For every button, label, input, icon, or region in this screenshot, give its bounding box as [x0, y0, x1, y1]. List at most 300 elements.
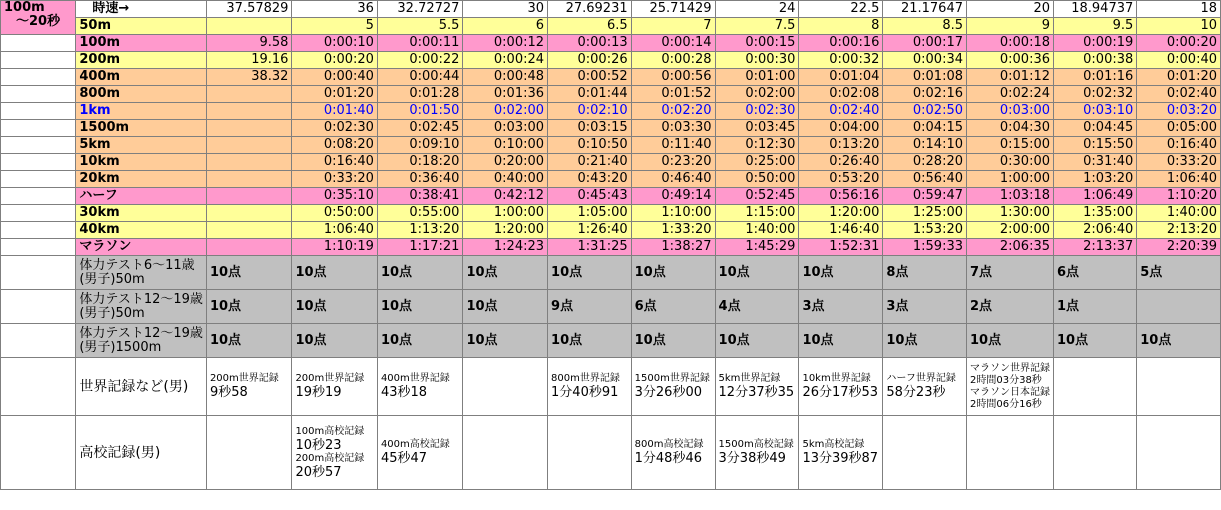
score-cell[interactable]: 10点	[463, 256, 548, 290]
time-cell[interactable]: 0:25:00	[715, 154, 799, 171]
score-cell[interactable]: 2点	[967, 290, 1054, 324]
corner-cell[interactable]	[1, 1, 76, 35]
record-line: 200m世界記録	[295, 373, 365, 384]
row-header-cell[interactable]	[1, 52, 76, 69]
time-cell[interactable]: 0:31:40	[1054, 154, 1137, 171]
record-cell[interactable]	[206, 358, 292, 416]
distance-label[interactable]: 50m	[76, 18, 207, 35]
record-cell[interactable]	[292, 416, 378, 490]
record-cell[interactable]	[715, 358, 799, 416]
record-cell[interactable]	[463, 416, 548, 490]
time-cell[interactable]: 2:06:35	[967, 239, 1054, 256]
time-cell[interactable]: 0:02:40	[1137, 86, 1221, 103]
time-cell[interactable]: 0:00:40	[1137, 52, 1221, 69]
time-cell[interactable]: 1:45:29	[715, 239, 799, 256]
time-cell[interactable]: 0:04:45	[1054, 120, 1137, 137]
time-cell[interactable]: 0:00:20	[1137, 35, 1221, 52]
time-cell[interactable]: 0:00:19	[1054, 35, 1137, 52]
score-cell[interactable]: 10点	[463, 324, 548, 358]
time-cell[interactable]: 0:01:20	[292, 86, 378, 103]
time-cell[interactable]: 0:00:17	[883, 35, 967, 52]
score-cell[interactable]: 10点	[799, 324, 883, 358]
time-cell[interactable]: 0:02:50	[883, 103, 967, 120]
score-cell[interactable]	[1137, 290, 1221, 324]
distance-label[interactable]: 10km	[76, 154, 207, 171]
score-cell[interactable]: 10点	[548, 256, 632, 290]
distance-label[interactable]: マラソン	[76, 239, 207, 256]
row-header-cell[interactable]	[1, 171, 76, 188]
time-cell[interactable]: 1:10:00	[631, 205, 715, 222]
time-cell[interactable]: 1:40:00	[715, 222, 799, 239]
record-line: 400m世界記録	[380, 373, 450, 384]
record-line: 9秒58	[209, 385, 248, 400]
time-cell[interactable]: 0:02:00	[715, 86, 799, 103]
time-cell[interactable]: 0:01:36	[463, 86, 548, 103]
time-cell[interactable]: 0:49:14	[631, 188, 715, 205]
time-cell[interactable]: 0:38:41	[377, 188, 463, 205]
time-cell[interactable]: 1:10:20	[1137, 188, 1221, 205]
time-cell[interactable]: 0:23:20	[631, 154, 715, 171]
distance-label[interactable]: 800m	[76, 86, 207, 103]
time-cell[interactable]: 0:00:16	[799, 35, 883, 52]
score-cell[interactable]: 10点	[883, 324, 967, 358]
time-cell[interactable]: 0:03:10	[1054, 103, 1137, 120]
distance-row	[1, 239, 1221, 256]
time-cell[interactable]: 0:11:40	[631, 137, 715, 154]
time-cell[interactable]: 6	[463, 18, 548, 35]
score-cell[interactable]: 7点	[967, 256, 1054, 290]
time-cell[interactable]	[206, 239, 292, 256]
score-cell[interactable]: 10点	[206, 324, 292, 358]
speed-cell[interactable]: 22.5	[799, 1, 883, 18]
record-line: マラソン世界記録	[970, 362, 1050, 374]
time-cell[interactable]: 1:30:00	[967, 205, 1054, 222]
time-cell[interactable]: 0:15:00	[967, 137, 1054, 154]
time-cell[interactable]: 38.32	[206, 69, 292, 86]
time-cell[interactable]: 0:42:12	[463, 188, 548, 205]
time-cell[interactable]: 0:01:44	[548, 86, 632, 103]
time-cell[interactable]: 6.5	[548, 18, 632, 35]
time-cell[interactable]: 1:06:40	[1137, 171, 1221, 188]
row-header-cell[interactable]	[1, 205, 76, 222]
score-cell[interactable]: 6点	[631, 290, 715, 324]
record-cell[interactable]	[377, 358, 463, 416]
time-cell[interactable]: 0:03:30	[631, 120, 715, 137]
time-cell[interactable]: 1:00:00	[967, 171, 1054, 188]
time-cell[interactable]: 0:01:04	[799, 69, 883, 86]
time-cell[interactable]: 5	[292, 18, 378, 35]
time-cell[interactable]: 0:46:40	[631, 171, 715, 188]
time-cell[interactable]: 0:02:20	[631, 103, 715, 120]
time-cell[interactable]: 0:20:00	[463, 154, 548, 171]
time-cell[interactable]: 1:05:00	[548, 205, 632, 222]
time-cell[interactable]: 0:02:00	[463, 103, 548, 120]
time-cell[interactable]: 0:33:20	[292, 171, 378, 188]
row-header-cell[interactable]	[1, 222, 76, 239]
score-cell[interactable]: 10点	[206, 290, 292, 324]
time-cell[interactable]: 0:03:20	[1137, 103, 1221, 120]
time-cell[interactable]: 0:00:11	[377, 35, 463, 52]
score-cell[interactable]: 10点	[292, 290, 378, 324]
time-cell[interactable]: 0:00:13	[548, 35, 632, 52]
time-cell[interactable]: 7.5	[715, 18, 799, 35]
time-cell[interactable]: 2:13:37	[1054, 239, 1137, 256]
time-cell[interactable]: 1:03:18	[967, 188, 1054, 205]
row-header-cell[interactable]	[1, 103, 76, 120]
record-cell[interactable]	[1054, 416, 1137, 490]
time-cell[interactable]: 0:00:14	[631, 35, 715, 52]
corner-line-2: ～20秒	[16, 14, 61, 29]
fitness-test-label[interactable]	[76, 290, 207, 324]
time-cell[interactable]: 0:01:16	[1054, 69, 1137, 86]
record-line: 1分40秒91	[551, 385, 619, 400]
record-cell[interactable]	[967, 416, 1054, 490]
time-cell[interactable]: 0:36:40	[377, 171, 463, 188]
time-cell[interactable]: 0:52:45	[715, 188, 799, 205]
score-cell[interactable]: 10点	[548, 324, 632, 358]
speed-cell[interactable]: 32.72727	[377, 1, 463, 18]
score-cell[interactable]: 10点	[377, 324, 463, 358]
row-header-cell[interactable]	[1, 137, 76, 154]
time-cell[interactable]: 0:10:50	[548, 137, 632, 154]
time-cell[interactable]: 0:01:40	[292, 103, 378, 120]
time-cell[interactable]: 0:00:22	[377, 52, 463, 69]
time-cell[interactable]: 0:00:40	[292, 69, 378, 86]
record-cell[interactable]	[883, 416, 967, 490]
score-cell[interactable]: 10点	[463, 290, 548, 324]
row-header-cell[interactable]	[1, 324, 76, 358]
time-cell[interactable]: 0:00:28	[631, 52, 715, 69]
time-cell[interactable]: 1:06:40	[292, 222, 378, 239]
time-cell[interactable]: 0:00:20	[292, 52, 378, 69]
row-header-cell[interactable]	[1, 35, 76, 52]
score-cell[interactable]: 10点	[799, 256, 883, 290]
time-cell[interactable]	[206, 18, 292, 35]
distance-row	[1, 154, 1221, 171]
fitness-test-row	[1, 290, 1221, 324]
score-cell[interactable]: 10点	[1054, 324, 1137, 358]
time-cell[interactable]: 0:59:47	[883, 188, 967, 205]
time-cell[interactable]: 1:15:00	[715, 205, 799, 222]
time-cell[interactable]: 0:13:20	[799, 137, 883, 154]
time-cell[interactable]: 0:00:15	[715, 35, 799, 52]
record-cell[interactable]	[883, 358, 967, 416]
speed-cell[interactable]: 18.94737	[1054, 1, 1137, 18]
record-cell[interactable]	[377, 416, 463, 490]
row-header-cell[interactable]	[1, 69, 76, 86]
time-cell[interactable]	[206, 205, 292, 222]
test-label-line-1: 体力テスト12～19歳	[79, 325, 203, 341]
record-line: 12分37秒35	[718, 385, 795, 400]
time-cell[interactable]: 1:24:23	[463, 239, 548, 256]
time-cell[interactable]: 9	[967, 18, 1054, 35]
speed-cell[interactable]: 30	[463, 1, 548, 18]
distance-label[interactable]: 20km	[76, 171, 207, 188]
time-cell[interactable]: 9.5	[1054, 18, 1137, 35]
record-cell[interactable]	[799, 416, 883, 490]
distance-label[interactable]: 400m	[76, 69, 207, 86]
time-cell[interactable]: 0:50:00	[715, 171, 799, 188]
time-cell[interactable]: 0:00:48	[463, 69, 548, 86]
time-cell[interactable]: 0:56:40	[883, 171, 967, 188]
time-cell[interactable]: 0:00:32	[799, 52, 883, 69]
speed-cell[interactable]: 27.69231	[548, 1, 632, 18]
time-cell[interactable]: 1:38:27	[631, 239, 715, 256]
time-cell[interactable]: 0:00:10	[292, 35, 378, 52]
time-cell[interactable]: 0:08:20	[292, 137, 378, 154]
speed-cell[interactable]: 18	[1137, 1, 1221, 18]
time-cell[interactable]	[206, 137, 292, 154]
fitness-test-label[interactable]	[76, 256, 207, 290]
time-cell[interactable]: 0:00:18	[967, 35, 1054, 52]
row-header-cell[interactable]	[1, 86, 76, 103]
row-header-cell[interactable]	[1, 120, 76, 137]
record-label[interactable]: 高校記録(男)	[76, 416, 207, 490]
score-cell[interactable]: 3点	[883, 290, 967, 324]
record-line: 100m高校記録	[295, 425, 365, 437]
time-cell[interactable]	[206, 171, 292, 188]
score-cell[interactable]: 9点	[548, 290, 632, 324]
time-cell[interactable]: 0:01:08	[883, 69, 967, 86]
time-cell[interactable]: 1:53:20	[883, 222, 967, 239]
time-cell[interactable]: 0:01:28	[377, 86, 463, 103]
time-cell[interactable]: 1:31:25	[548, 239, 632, 256]
time-cell[interactable]: 0:00:36	[967, 52, 1054, 69]
score-cell[interactable]: 6点	[1054, 256, 1137, 290]
time-cell[interactable]: 2:00:00	[967, 222, 1054, 239]
score-cell[interactable]: 10点	[631, 256, 715, 290]
row-header-cell[interactable]	[1, 256, 76, 290]
time-cell[interactable]: 1:20:00	[799, 205, 883, 222]
time-cell[interactable]: 0:02:24	[967, 86, 1054, 103]
score-cell[interactable]: 10点	[715, 324, 799, 358]
row-header-cell[interactable]	[1, 239, 76, 256]
row-header-cell[interactable]	[1, 290, 76, 324]
score-cell[interactable]: 10点	[377, 290, 463, 324]
score-cell[interactable]: 5点	[1137, 256, 1221, 290]
time-cell[interactable]: 0:05:00	[1137, 120, 1221, 137]
time-cell[interactable]	[206, 86, 292, 103]
time-cell[interactable]	[206, 188, 292, 205]
time-cell[interactable]	[206, 120, 292, 137]
time-cell[interactable]: 2:06:40	[1054, 222, 1137, 239]
time-cell[interactable]: 0:04:00	[799, 120, 883, 137]
time-cell[interactable]	[206, 103, 292, 120]
time-cell[interactable]: 0:09:10	[377, 137, 463, 154]
distance-label[interactable]: 1km	[76, 103, 207, 120]
record-cell[interactable]	[967, 358, 1054, 416]
distance-label[interactable]: ハーフ	[76, 188, 207, 205]
time-cell[interactable]: 1:46:40	[799, 222, 883, 239]
time-cell[interactable]: 0:21:40	[548, 154, 632, 171]
time-cell[interactable]: 0:01:20	[1137, 69, 1221, 86]
time-cell[interactable]: 0:01:12	[967, 69, 1054, 86]
time-cell[interactable]: 1:25:00	[883, 205, 967, 222]
time-cell[interactable]: 2:20:39	[1137, 239, 1221, 256]
time-cell[interactable]	[206, 154, 292, 171]
time-cell[interactable]: 0:04:15	[883, 120, 967, 137]
time-cell[interactable]: 0:53:20	[799, 171, 883, 188]
distance-label[interactable]: 5km	[76, 137, 207, 154]
record-cell[interactable]	[463, 358, 548, 416]
record-line: 200m高校記録	[295, 452, 365, 464]
time-cell[interactable]: 1:59:33	[883, 239, 967, 256]
record-line: 5km世界記録	[718, 373, 781, 384]
score-cell[interactable]: 10点	[715, 256, 799, 290]
record-cell[interactable]	[206, 416, 292, 490]
time-cell[interactable]: 7	[631, 18, 715, 35]
record-cell[interactable]	[548, 358, 632, 416]
time-cell[interactable]: 0:40:00	[463, 171, 548, 188]
time-cell[interactable]: 0:56:16	[799, 188, 883, 205]
time-cell[interactable]: 0:02:30	[292, 120, 378, 137]
time-cell[interactable]: 19.16	[206, 52, 292, 69]
time-cell[interactable]: 1:00:00	[463, 205, 548, 222]
time-cell[interactable]: 1:33:20	[631, 222, 715, 239]
speed-cell[interactable]: 36	[292, 1, 378, 18]
time-cell[interactable]: 1:20:00	[463, 222, 548, 239]
score-cell[interactable]: 10点	[206, 256, 292, 290]
distance-label[interactable]: 40km	[76, 222, 207, 239]
time-cell[interactable]: 0:43:20	[548, 171, 632, 188]
time-cell[interactable]: 0:02:45	[377, 120, 463, 137]
time-cell[interactable]: 0:14:10	[883, 137, 967, 154]
time-cell[interactable]: 1:03:20	[1054, 171, 1137, 188]
time-cell[interactable]	[206, 222, 292, 239]
score-cell[interactable]: 10点	[1137, 324, 1221, 358]
row-header-cell[interactable]	[1, 188, 76, 205]
time-cell[interactable]: 5.5	[377, 18, 463, 35]
row-header-cell[interactable]	[1, 154, 76, 171]
time-cell[interactable]: 0:00:30	[715, 52, 799, 69]
time-cell[interactable]: 0:00:34	[883, 52, 967, 69]
time-cell[interactable]: 0:01:52	[631, 86, 715, 103]
time-cell[interactable]: 0:02:10	[548, 103, 632, 120]
distance-label[interactable]: 1500m	[76, 120, 207, 137]
time-cell[interactable]: 0:16:40	[292, 154, 378, 171]
time-cell[interactable]: 0:00:24	[463, 52, 548, 69]
time-cell[interactable]: 0:02:08	[799, 86, 883, 103]
time-cell[interactable]: 1:06:49	[1054, 188, 1137, 205]
time-cell[interactable]: 10	[1137, 18, 1221, 35]
time-cell[interactable]: 0:00:56	[631, 69, 715, 86]
time-cell[interactable]: 0:00:44	[377, 69, 463, 86]
score-cell[interactable]: 1点	[1054, 290, 1137, 324]
time-cell[interactable]: 0:15:50	[1054, 137, 1137, 154]
speed-cell[interactable]: 21.17647	[883, 1, 967, 18]
time-cell[interactable]: 1:10:19	[292, 239, 378, 256]
record-cell[interactable]	[631, 358, 715, 416]
time-cell[interactable]: 0:33:20	[1137, 154, 1221, 171]
record-cell[interactable]	[631, 416, 715, 490]
score-cell[interactable]: 10点	[631, 324, 715, 358]
speed-header-label[interactable]: 時速→	[76, 1, 207, 18]
score-cell[interactable]: 10点	[377, 256, 463, 290]
record-line: 19秒19	[295, 385, 342, 400]
record-line: 3分26秒00	[634, 385, 702, 400]
record-cell[interactable]	[292, 358, 378, 416]
distance-label[interactable]: 100m	[76, 35, 207, 52]
row-header-cell[interactable]	[1, 416, 76, 490]
record-cell[interactable]	[715, 416, 799, 490]
time-cell[interactable]: 0:18:20	[377, 154, 463, 171]
time-cell[interactable]: 1:26:40	[548, 222, 632, 239]
time-cell[interactable]: 9.58	[206, 35, 292, 52]
time-cell[interactable]: 0:04:30	[967, 120, 1054, 137]
record-cell[interactable]	[1054, 358, 1137, 416]
score-cell[interactable]: 4点	[715, 290, 799, 324]
record-cell[interactable]	[1137, 416, 1221, 490]
record-cell[interactable]	[1137, 358, 1221, 416]
time-cell[interactable]: 0:45:43	[548, 188, 632, 205]
time-cell[interactable]: 0:02:32	[1054, 86, 1137, 103]
time-cell[interactable]: 0:00:52	[548, 69, 632, 86]
time-cell[interactable]: 0:01:00	[715, 69, 799, 86]
time-cell[interactable]: 0:02:40	[799, 103, 883, 120]
time-cell[interactable]: 0:12:30	[715, 137, 799, 154]
speed-cell[interactable]: 24	[715, 1, 799, 18]
time-cell[interactable]: 0:26:40	[799, 154, 883, 171]
time-cell[interactable]: 0:16:40	[1137, 137, 1221, 154]
time-cell[interactable]: 0:28:20	[883, 154, 967, 171]
time-cell[interactable]: 0:02:30	[715, 103, 799, 120]
time-cell[interactable]: 0:01:50	[377, 103, 463, 120]
time-cell[interactable]: 0:03:45	[715, 120, 799, 137]
row-header-cell[interactable]	[1, 358, 76, 416]
score-cell[interactable]: 10点	[967, 324, 1054, 358]
time-cell[interactable]: 0:55:00	[377, 205, 463, 222]
time-cell[interactable]: 2:13:20	[1137, 222, 1221, 239]
fitness-test-label[interactable]	[76, 324, 207, 358]
record-cell[interactable]	[548, 416, 632, 490]
distance-label[interactable]: 30km	[76, 205, 207, 222]
time-cell[interactable]: 1:17:21	[377, 239, 463, 256]
record-line: ハーフ世界記録	[886, 373, 956, 384]
time-cell[interactable]: 0:03:00	[463, 120, 548, 137]
time-cell[interactable]: 0:02:16	[883, 86, 967, 103]
time-cell[interactable]: 1:13:20	[377, 222, 463, 239]
speed-cell[interactable]: 20	[967, 1, 1054, 18]
time-cell[interactable]: 0:00:26	[548, 52, 632, 69]
score-cell[interactable]: 10点	[292, 324, 378, 358]
distance-row	[1, 103, 1221, 120]
time-cell[interactable]: 1:52:31	[799, 239, 883, 256]
time-cell[interactable]: 1:40:00	[1137, 205, 1221, 222]
time-cell[interactable]: 8	[799, 18, 883, 35]
time-cell[interactable]: 0:00:12	[463, 35, 548, 52]
speed-cell[interactable]: 25.71429	[631, 1, 715, 18]
time-cell[interactable]: 0:35:10	[292, 188, 378, 205]
time-cell[interactable]: 0:50:00	[292, 205, 378, 222]
record-line: 10km世界記録	[802, 373, 871, 384]
test-label-line-1: 体力テスト12～19歳	[79, 291, 203, 307]
record-label[interactable]: 世界記録など(男)	[76, 358, 207, 416]
record-cell[interactable]	[799, 358, 883, 416]
time-cell[interactable]: 0:03:00	[967, 103, 1054, 120]
distance-label[interactable]: 200m	[76, 52, 207, 69]
score-cell[interactable]: 10点	[292, 256, 378, 290]
time-cell[interactable]: 1:35:00	[1054, 205, 1137, 222]
time-cell[interactable]: 0:00:38	[1054, 52, 1137, 69]
score-cell[interactable]: 3点	[799, 290, 883, 324]
time-cell[interactable]: 8.5	[883, 18, 967, 35]
speed-cell[interactable]: 37.57829	[206, 1, 292, 18]
score-cell[interactable]: 8点	[883, 256, 967, 290]
time-cell[interactable]: 0:10:00	[463, 137, 548, 154]
time-cell[interactable]: 0:30:00	[967, 154, 1054, 171]
distance-row	[1, 52, 1221, 69]
time-cell[interactable]: 0:03:15	[548, 120, 632, 137]
